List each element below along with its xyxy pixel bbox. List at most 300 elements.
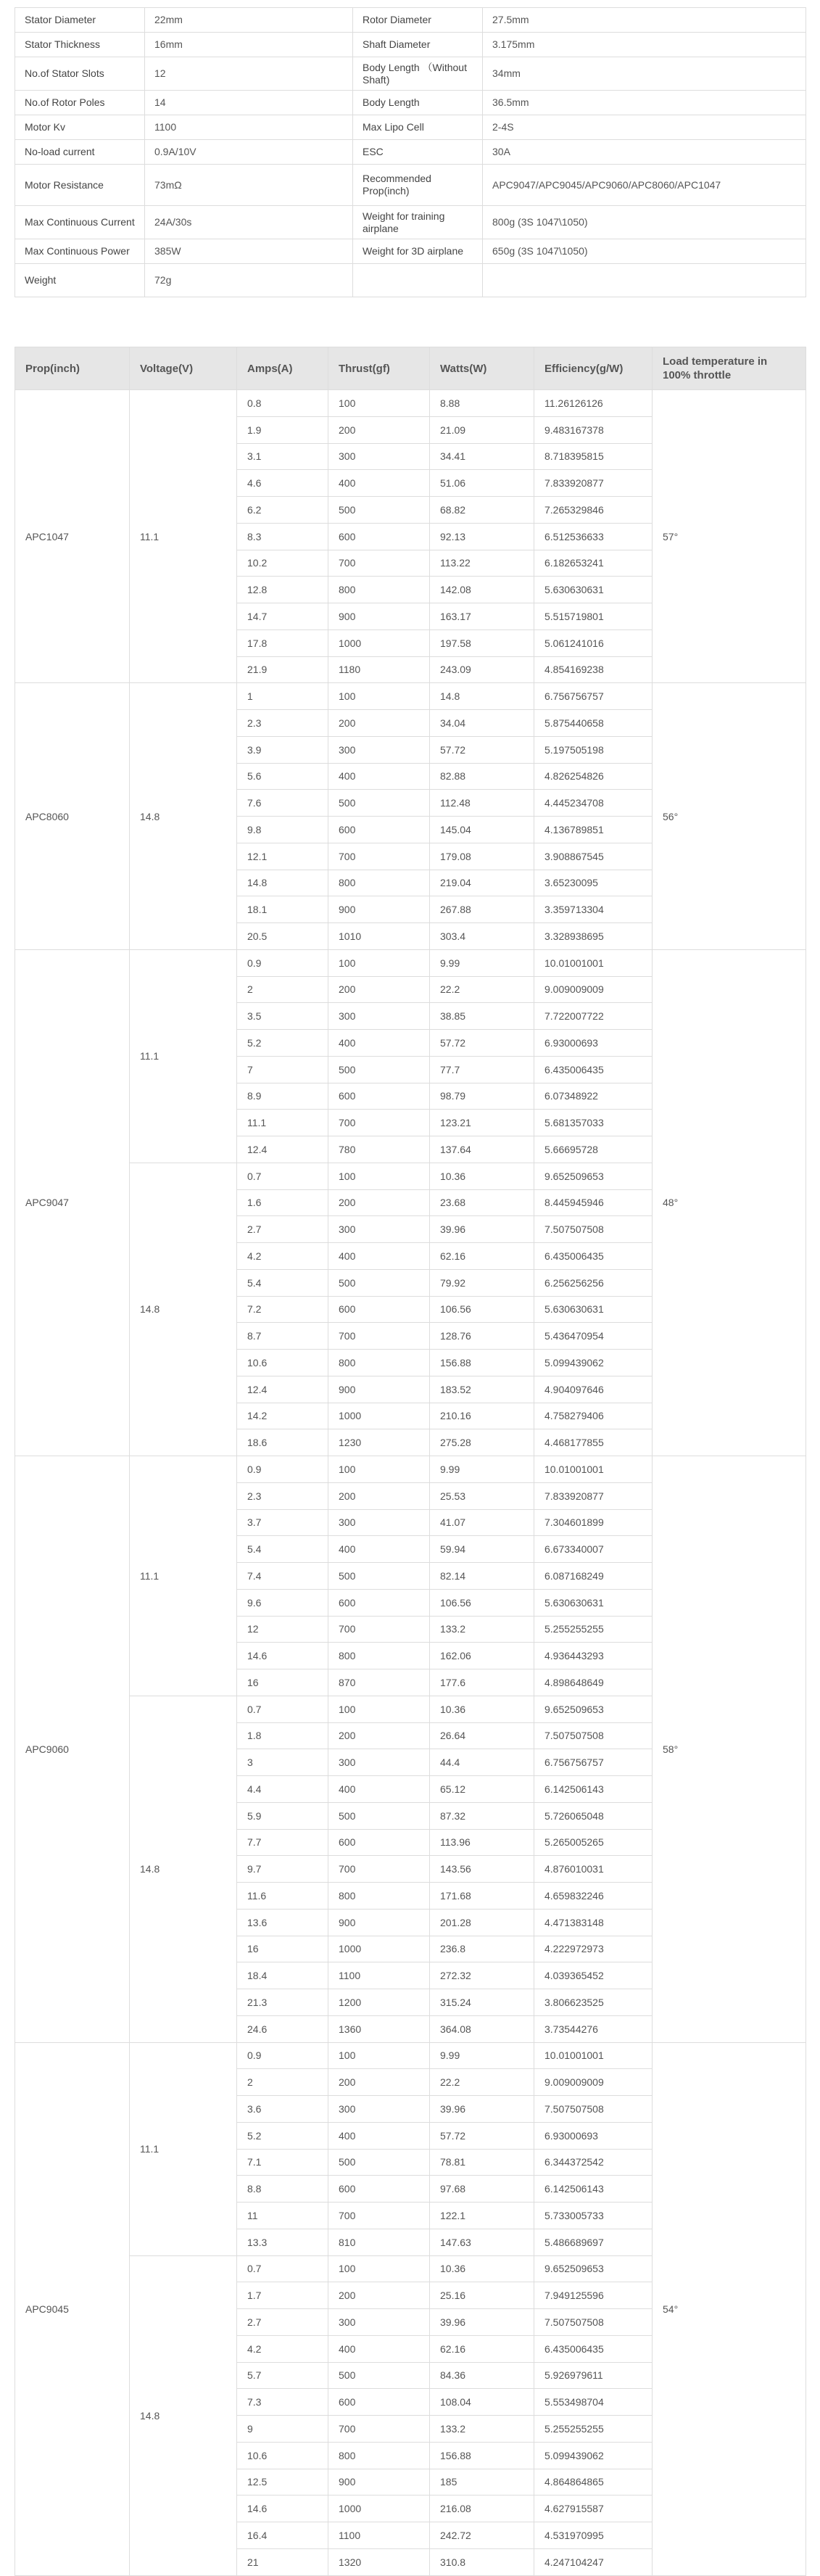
watts-cell: 108.04 (430, 2389, 534, 2416)
efficiency-cell: 5.630630631 (534, 1589, 653, 1616)
prop-name-cell: APC8060 (15, 683, 130, 950)
watts-cell: 25.16 (430, 2282, 534, 2309)
watts-cell: 177.6 (430, 1669, 534, 1696)
efficiency-cell: 6.756756757 (534, 683, 653, 710)
watts-cell: 87.32 (430, 1802, 534, 1829)
amps-cell: 8.8 (237, 2176, 328, 2203)
watts-cell: 162.06 (430, 1643, 534, 1669)
efficiency-cell: 7.833920877 (534, 470, 653, 497)
efficiency-cell: 9.652509653 (534, 1163, 653, 1189)
spec-row (15, 115, 806, 140)
spec-value (483, 264, 806, 297)
watts-cell: 133.2 (430, 1616, 534, 1643)
amps-cell: 7.6 (237, 790, 328, 817)
spec-label: Motor Kv (15, 115, 145, 140)
watts-cell: 267.88 (430, 896, 534, 923)
thrust-cell: 810 (328, 2229, 430, 2255)
thrust-cell: 200 (328, 1722, 430, 1749)
spec-row (15, 140, 806, 165)
watts-cell: 57.72 (430, 1030, 534, 1057)
amps-cell: 14.7 (237, 603, 328, 630)
amps-cell: 7.3 (237, 2389, 328, 2416)
amps-cell: 1 (237, 683, 328, 710)
watts-cell: 44.4 (430, 1749, 534, 1776)
watts-cell: 39.96 (430, 2096, 534, 2123)
efficiency-cell: 3.65230095 (534, 870, 653, 896)
thrust-cell: 900 (328, 603, 430, 630)
amps-cell: 7.7 (237, 1829, 328, 1856)
watts-cell: 10.36 (430, 2255, 534, 2282)
amps-cell: 11 (237, 2203, 328, 2229)
thrust-cell: 1200 (328, 1989, 430, 2016)
voltage-cell: 14.8 (130, 2255, 237, 2575)
efficiency-cell: 5.681357033 (534, 1110, 653, 1136)
amps-cell: 13.3 (237, 2229, 328, 2255)
watts-cell: 39.96 (430, 1216, 534, 1243)
thrust-cell: 200 (328, 2282, 430, 2309)
watts-cell: 84.36 (430, 2362, 534, 2389)
watts-cell: 106.56 (430, 1589, 534, 1616)
efficiency-cell: 5.436470954 (534, 1323, 653, 1350)
spec-label: Weight for 3D airplane (353, 239, 483, 264)
watts-cell: 106.56 (430, 1296, 534, 1323)
thrust-cell: 700 (328, 2203, 430, 2229)
efficiency-cell: 9.652509653 (534, 1696, 653, 1722)
thrust-cell: 900 (328, 896, 430, 923)
spec-label: No.of Stator Slots (15, 57, 145, 91)
watts-cell: 21.09 (430, 416, 534, 443)
watts-cell: 216.08 (430, 2496, 534, 2522)
thrust-cell: 1000 (328, 2496, 430, 2522)
amps-cell: 2.3 (237, 710, 328, 737)
efficiency-cell: 7.304601899 (534, 1509, 653, 1536)
watts-cell: 51.06 (430, 470, 534, 497)
column-header: Prop(inch) (15, 347, 130, 390)
efficiency-cell: 6.93000693 (534, 1030, 653, 1057)
spec-label (353, 264, 483, 297)
thrust-cell: 600 (328, 2176, 430, 2203)
spec-label: Weight for training airplane (353, 206, 483, 239)
spec-label: Weight (15, 264, 145, 297)
spec-label: Body Length (353, 91, 483, 115)
thrust-cell: 200 (328, 710, 430, 737)
efficiency-cell: 4.864864865 (534, 2469, 653, 2496)
watts-cell: 156.88 (430, 2442, 534, 2469)
efficiency-cell: 8.718395815 (534, 443, 653, 470)
watts-cell: 9.99 (430, 949, 534, 976)
thrust-cell: 500 (328, 1563, 430, 1590)
efficiency-cell: 7.265329846 (534, 497, 653, 524)
amps-cell: 0.8 (237, 390, 328, 417)
amps-cell: 11.1 (237, 1110, 328, 1136)
thrust-cell: 300 (328, 443, 430, 470)
watts-cell: 272.32 (430, 1962, 534, 1989)
spec-label: Stator Thickness (15, 33, 145, 57)
efficiency-cell: 5.553498704 (534, 2389, 653, 2416)
efficiency-cell: 11.26126126 (534, 390, 653, 417)
efficiency-cell: 8.445945946 (534, 1189, 653, 1216)
voltage-cell: 11.1 (130, 949, 237, 1163)
watts-cell: 78.81 (430, 2149, 534, 2176)
efficiency-cell: 4.136789851 (534, 817, 653, 843)
amps-cell: 10.6 (237, 2442, 328, 2469)
amps-cell: 1.6 (237, 1189, 328, 1216)
thrust-cell: 300 (328, 2309, 430, 2336)
spec-value: 385W (145, 239, 353, 264)
spec-value: 36.5mm (483, 91, 806, 115)
watts-cell: 303.4 (430, 923, 534, 950)
thrust-cell: 600 (328, 523, 430, 550)
thrust-cell: 800 (328, 1643, 430, 1669)
thrust-cell: 700 (328, 2416, 430, 2443)
spec-label: Rotor Diameter (353, 8, 483, 33)
watts-cell: 185 (430, 2469, 534, 2496)
amps-cell: 21 (237, 2548, 328, 2575)
efficiency-cell: 10.01001001 (534, 1456, 653, 1483)
efficiency-cell: 5.66695728 (534, 1136, 653, 1163)
efficiency-cell: 6.142506143 (534, 2176, 653, 2203)
load-temperature-cell: 54° (653, 2042, 806, 2575)
voltage-cell: 11.1 (130, 2042, 237, 2255)
amps-cell: 12.5 (237, 2469, 328, 2496)
watts-cell: 65.12 (430, 1776, 534, 1803)
amps-cell: 18.6 (237, 1429, 328, 1456)
spec-label: Body Length （Without Shaft) (353, 57, 483, 91)
efficiency-cell: 4.468177855 (534, 1429, 653, 1456)
amps-cell: 3 (237, 1749, 328, 1776)
efficiency-cell: 5.255255255 (534, 2416, 653, 2443)
efficiency-cell: 4.627915587 (534, 2496, 653, 2522)
efficiency-cell: 4.659832246 (534, 1883, 653, 1910)
watts-cell: 79.92 (430, 1269, 534, 1296)
voltage-cell: 14.8 (130, 1696, 237, 2042)
amps-cell: 14.8 (237, 870, 328, 896)
efficiency-cell: 4.039365452 (534, 1962, 653, 1989)
efficiency-cell: 5.486689697 (534, 2229, 653, 2255)
efficiency-cell: 6.182653241 (534, 550, 653, 577)
thrust-cell: 800 (328, 2442, 430, 2469)
efficiency-cell: 6.435006435 (534, 2335, 653, 2362)
efficiency-cell: 7.507507508 (534, 1216, 653, 1243)
amps-cell: 21.9 (237, 656, 328, 683)
spec-label: Max Lipo Cell (353, 115, 483, 140)
performance-header-row (15, 347, 806, 390)
efficiency-cell: 3.359713304 (534, 896, 653, 923)
performance-table (15, 347, 806, 2576)
spec-value: 24A/30s (145, 206, 353, 239)
spec-label: Stator Diameter (15, 8, 145, 33)
watts-cell: 9.99 (430, 2042, 534, 2069)
thrust-cell: 1230 (328, 1429, 430, 1456)
thrust-cell: 100 (328, 2255, 430, 2282)
thrust-cell: 700 (328, 1110, 430, 1136)
efficiency-cell: 4.471383148 (534, 1909, 653, 1936)
efficiency-cell: 6.673340007 (534, 1536, 653, 1563)
amps-cell: 3.7 (237, 1509, 328, 1536)
thrust-cell: 300 (328, 1509, 430, 1536)
watts-cell: 9.99 (430, 1456, 534, 1483)
thrust-cell: 100 (328, 1163, 430, 1189)
amps-cell: 1.9 (237, 416, 328, 443)
thrust-cell: 200 (328, 1482, 430, 1509)
amps-cell: 20.5 (237, 923, 328, 950)
amps-cell: 2.7 (237, 1216, 328, 1243)
thrust-cell: 100 (328, 949, 430, 976)
thrust-cell: 200 (328, 416, 430, 443)
thrust-cell: 400 (328, 470, 430, 497)
efficiency-cell: 6.512536633 (534, 523, 653, 550)
spec-label: No.of Rotor Poles (15, 91, 145, 115)
thrust-cell: 300 (328, 1216, 430, 1243)
efficiency-cell: 3.806623525 (534, 1989, 653, 2016)
efficiency-cell: 6.087168249 (534, 1563, 653, 1590)
thrust-cell: 100 (328, 1456, 430, 1483)
efficiency-cell: 4.826254826 (534, 763, 653, 790)
efficiency-cell: 6.142506143 (534, 1776, 653, 1803)
amps-cell: 4.2 (237, 2335, 328, 2362)
watts-cell: 25.53 (430, 1482, 534, 1509)
performance-table-container (15, 347, 805, 2576)
spec-label: Max Continuous Current (15, 206, 145, 239)
amps-cell: 0.9 (237, 1456, 328, 1483)
watts-cell: 315.24 (430, 1989, 534, 2016)
efficiency-cell: 6.756756757 (534, 1749, 653, 1776)
watts-cell: 59.94 (430, 1536, 534, 1563)
efficiency-cell: 3.73544276 (534, 2015, 653, 2042)
load-temperature-cell: 48° (653, 949, 806, 1456)
thrust-cell: 100 (328, 2042, 430, 2069)
amps-cell: 14.6 (237, 1643, 328, 1669)
amps-cell: 18.1 (237, 896, 328, 923)
efficiency-cell: 4.876010031 (534, 1856, 653, 1883)
spec-value: 12 (145, 57, 353, 91)
amps-cell: 24.6 (237, 2015, 328, 2042)
watts-cell: 57.72 (430, 2122, 534, 2149)
amps-cell: 21.3 (237, 1989, 328, 2016)
thrust-cell: 1360 (328, 2015, 430, 2042)
efficiency-cell: 4.904097646 (534, 1376, 653, 1403)
thrust-cell: 300 (328, 1749, 430, 1776)
thrust-cell: 800 (328, 577, 430, 603)
amps-cell: 4.4 (237, 1776, 328, 1803)
amps-cell: 5.2 (237, 2122, 328, 2149)
amps-cell: 12 (237, 1616, 328, 1643)
efficiency-cell: 7.507507508 (534, 2096, 653, 2123)
thrust-cell: 400 (328, 2335, 430, 2362)
amps-cell: 17.8 (237, 629, 328, 656)
thrust-cell: 200 (328, 2069, 430, 2096)
prop-name-cell: APC9045 (15, 2042, 130, 2575)
efficiency-cell: 7.507507508 (534, 2309, 653, 2336)
thrust-cell: 400 (328, 1243, 430, 1270)
amps-cell: 9.8 (237, 817, 328, 843)
efficiency-cell: 6.344372542 (534, 2149, 653, 2176)
watts-cell: 243.09 (430, 656, 534, 683)
thrust-cell: 700 (328, 1856, 430, 1883)
thrust-cell: 600 (328, 1829, 430, 1856)
amps-cell: 2 (237, 2069, 328, 2096)
amps-cell: 10.6 (237, 1350, 328, 1376)
spec-row (15, 57, 806, 91)
efficiency-cell: 6.435006435 (534, 1243, 653, 1270)
watts-cell: 163.17 (430, 603, 534, 630)
amps-cell: 10.2 (237, 550, 328, 577)
amps-cell: 0.7 (237, 1696, 328, 1722)
watts-cell: 275.28 (430, 1429, 534, 1456)
thrust-cell: 600 (328, 1296, 430, 1323)
motor-spec-table-container (15, 7, 805, 297)
amps-cell: 2 (237, 976, 328, 1003)
efficiency-cell: 3.908867545 (534, 843, 653, 870)
watts-cell: 62.16 (430, 2335, 534, 2362)
amps-cell: 14.2 (237, 1403, 328, 1429)
thrust-cell: 200 (328, 1189, 430, 1216)
amps-cell: 11.6 (237, 1883, 328, 1910)
motor-spec-table (15, 7, 806, 297)
thrust-cell: 500 (328, 1056, 430, 1083)
thrust-cell: 1000 (328, 629, 430, 656)
spec-value: 16mm (145, 33, 353, 57)
watts-cell: 14.8 (430, 683, 534, 710)
watts-cell: 145.04 (430, 817, 534, 843)
thrust-cell: 800 (328, 870, 430, 896)
spec-row (15, 239, 806, 264)
watts-cell: 219.04 (430, 870, 534, 896)
thrust-cell: 300 (328, 736, 430, 763)
prop-name-cell: APC1047 (15, 390, 130, 683)
thrust-cell: 1320 (328, 2548, 430, 2575)
voltage-cell: 11.1 (130, 1456, 237, 1696)
thrust-cell: 500 (328, 1802, 430, 1829)
watts-cell: 143.56 (430, 1856, 534, 1883)
watts-cell: 23.68 (430, 1189, 534, 1216)
spec-label: Motor Resistance (15, 165, 145, 206)
efficiency-cell: 6.435006435 (534, 1056, 653, 1083)
spec-value: 14 (145, 91, 353, 115)
watts-cell: 10.36 (430, 1696, 534, 1722)
thrust-cell: 500 (328, 2149, 430, 2176)
prop-name-cell: APC9047 (15, 949, 130, 1456)
spec-value: 30A (483, 140, 806, 165)
spec-value: 0.9A/10V (145, 140, 353, 165)
spec-label: No-load current (15, 140, 145, 165)
watts-cell: 142.08 (430, 577, 534, 603)
watts-cell: 112.48 (430, 790, 534, 817)
watts-cell: 201.28 (430, 1909, 534, 1936)
thrust-cell: 780 (328, 1136, 430, 1163)
efficiency-cell: 5.061241016 (534, 629, 653, 656)
amps-cell: 4.2 (237, 1243, 328, 1270)
watts-cell: 98.79 (430, 1083, 534, 1110)
column-header: Load temperature in 100% throttle (653, 347, 806, 390)
load-temperature-cell: 57° (653, 390, 806, 683)
thrust-cell: 900 (328, 2469, 430, 2496)
table-row (15, 1456, 806, 1483)
watts-cell: 26.64 (430, 1722, 534, 1749)
amps-cell: 5.2 (237, 1030, 328, 1057)
table-row (15, 683, 806, 710)
efficiency-cell: 7.507507508 (534, 1722, 653, 1749)
amps-cell: 9 (237, 2416, 328, 2443)
amps-cell: 7 (237, 1056, 328, 1083)
efficiency-cell: 5.099439062 (534, 1350, 653, 1376)
thrust-cell: 500 (328, 790, 430, 817)
thrust-cell: 700 (328, 1616, 430, 1643)
table-row (15, 949, 806, 976)
amps-cell: 12.8 (237, 577, 328, 603)
amps-cell: 18.4 (237, 1962, 328, 1989)
thrust-cell: 1100 (328, 2522, 430, 2549)
watts-cell: 8.88 (430, 390, 534, 417)
efficiency-cell: 5.875440658 (534, 710, 653, 737)
thrust-cell: 1010 (328, 923, 430, 950)
spec-value: 1100 (145, 115, 353, 140)
amps-cell: 16.4 (237, 2522, 328, 2549)
amps-cell: 1.7 (237, 2282, 328, 2309)
amps-cell: 8.3 (237, 523, 328, 550)
efficiency-cell: 7.833920877 (534, 1482, 653, 1509)
spec-row (15, 33, 806, 57)
watts-cell: 147.63 (430, 2229, 534, 2255)
efficiency-cell: 5.726065048 (534, 1802, 653, 1829)
amps-cell: 3.6 (237, 2096, 328, 2123)
efficiency-cell: 4.445234708 (534, 790, 653, 817)
amps-cell: 7.4 (237, 1563, 328, 1590)
watts-cell: 183.52 (430, 1376, 534, 1403)
spec-value: APC9047/APC9045/APC9060/APC8060/APC1047 (483, 165, 806, 206)
thrust-cell: 800 (328, 1883, 430, 1910)
amps-cell: 5.4 (237, 1536, 328, 1563)
efficiency-cell: 5.733005733 (534, 2203, 653, 2229)
amps-cell: 1.8 (237, 1722, 328, 1749)
amps-cell: 7.2 (237, 1296, 328, 1323)
thrust-cell: 1100 (328, 1962, 430, 1989)
thrust-cell: 500 (328, 1269, 430, 1296)
watts-cell: 210.16 (430, 1403, 534, 1429)
spec-label: ESC (353, 140, 483, 165)
efficiency-cell: 5.099439062 (534, 2442, 653, 2469)
spec-value: 73mΩ (145, 165, 353, 206)
efficiency-cell: 5.197505198 (534, 736, 653, 763)
amps-cell: 4.6 (237, 470, 328, 497)
load-temperature-cell: 58° (653, 1456, 806, 2043)
amps-cell: 0.7 (237, 1163, 328, 1189)
thrust-cell: 700 (328, 1323, 430, 1350)
watts-cell: 62.16 (430, 1243, 534, 1270)
amps-cell: 2.7 (237, 2309, 328, 2336)
efficiency-cell: 4.222972973 (534, 1936, 653, 1962)
thrust-cell: 700 (328, 550, 430, 577)
watts-cell: 128.76 (430, 1323, 534, 1350)
watts-cell: 41.07 (430, 1509, 534, 1536)
spec-value: 72g (145, 264, 353, 297)
amps-cell: 5.9 (237, 1802, 328, 1829)
thrust-cell: 200 (328, 976, 430, 1003)
efficiency-cell: 9.652509653 (534, 2255, 653, 2282)
watts-cell: 242.72 (430, 2522, 534, 2549)
column-header: Thrust(gf) (328, 347, 430, 390)
watts-cell: 171.68 (430, 1883, 534, 1910)
amps-cell: 3.5 (237, 1003, 328, 1030)
spec-row (15, 165, 806, 206)
efficiency-cell: 4.854169238 (534, 656, 653, 683)
amps-cell: 6.2 (237, 497, 328, 524)
efficiency-cell: 10.01001001 (534, 949, 653, 976)
amps-cell: 8.7 (237, 1323, 328, 1350)
voltage-cell: 11.1 (130, 390, 237, 683)
efficiency-cell: 5.265005265 (534, 1829, 653, 1856)
spec-row (15, 264, 806, 297)
